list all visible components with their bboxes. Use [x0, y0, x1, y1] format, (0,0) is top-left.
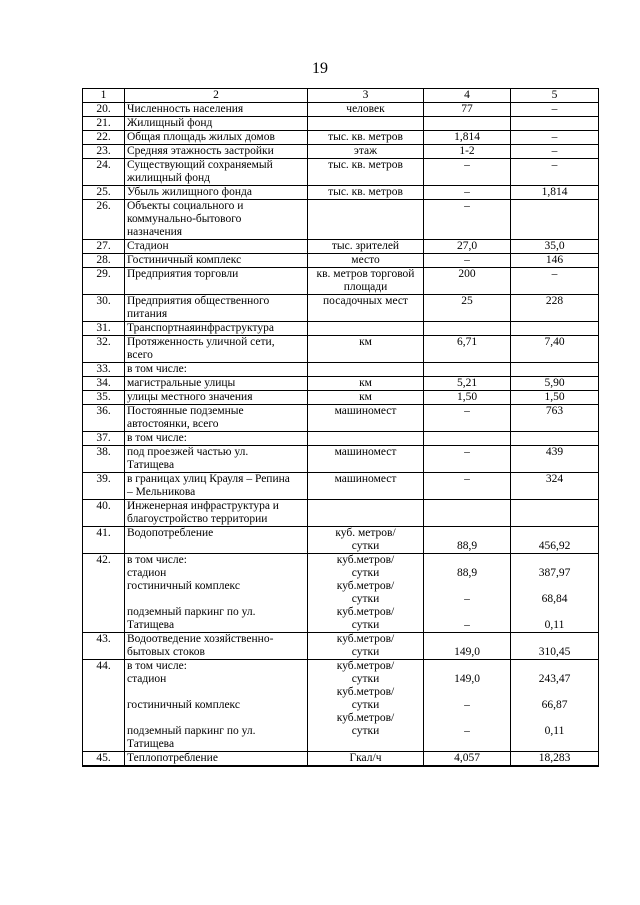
table-row — [83, 322, 599, 336]
row-value-planned — [511, 391, 599, 405]
row-value-planned-text: 18,283 — [538, 752, 571, 764]
row-value-planned-text: – — [551, 103, 558, 115]
row-name — [125, 633, 308, 660]
row-unit — [308, 159, 424, 186]
row-unit — [308, 473, 424, 500]
row-value-existing — [424, 159, 511, 186]
row-number-text: 43. — [96, 633, 111, 645]
table-row — [83, 131, 599, 145]
row-value-existing — [424, 117, 511, 131]
row-number-text: 38. — [96, 446, 111, 458]
row-number-text: 37. — [96, 432, 111, 444]
page-number: 19 — [312, 60, 328, 77]
table-row — [83, 117, 599, 131]
row-value-planned — [511, 500, 599, 527]
row-value-planned — [511, 363, 599, 377]
row-value-planned-text: – — [551, 159, 558, 171]
row-name-text: Общая площадь жилых домов — [127, 131, 275, 143]
row-number — [83, 240, 125, 254]
row-value-existing — [424, 145, 511, 159]
row-unit — [308, 240, 424, 254]
row-value-planned — [511, 554, 599, 633]
row-number — [83, 103, 125, 117]
row-number-text: 31. — [96, 322, 111, 334]
row-name-text: Водоотведение хозяйственно- бытовых стоков — [127, 633, 274, 658]
row-value-existing-text: – — [464, 159, 470, 171]
row-value-planned — [511, 377, 599, 391]
row-value-planned — [511, 159, 599, 186]
row-number-text: 36. — [96, 405, 111, 417]
row-name — [125, 363, 308, 377]
row-unit-text: куб.метров/ сутки куб.метров/ сутки куб.метров/ сутки — [336, 554, 395, 631]
row-name-text: Предприятия торговли — [127, 268, 239, 280]
row-value-planned-text: – — [551, 268, 558, 280]
table-row — [83, 432, 599, 446]
row-unit — [308, 527, 424, 554]
row-value-planned-text: 1,50 — [544, 391, 565, 403]
row-number — [83, 377, 125, 391]
row-name — [125, 131, 308, 145]
table-row — [83, 500, 599, 527]
row-name — [125, 200, 308, 240]
row-name-text: в границах улиц Крауля – Репина – Мельникова — [127, 473, 290, 498]
row-value-planned — [511, 145, 599, 159]
row-value-planned-text: 228 — [545, 295, 564, 307]
row-unit-text: тыс. кв. метров — [328, 131, 403, 143]
row-name-text: Существующий сохраняемый жилищный фонд — [127, 159, 273, 184]
row-number-text: 39. — [96, 473, 111, 485]
row-number — [83, 405, 125, 432]
row-number-text: 35. — [96, 391, 111, 403]
row-value-existing — [424, 446, 511, 473]
table-row — [83, 268, 599, 295]
row-number — [83, 500, 125, 527]
row-name — [125, 473, 308, 500]
row-number-text: 23. — [96, 145, 111, 157]
row-unit-text: тыс. кв. метров — [328, 186, 403, 198]
row-name-text: в том числе: стадион гостиничный комплекс подземный паркинг по ул. Татищева — [127, 554, 256, 631]
row-name — [125, 500, 308, 527]
row-value-existing — [424, 103, 511, 117]
row-value-existing — [424, 186, 511, 200]
row-number — [83, 363, 125, 377]
row-value-planned — [511, 633, 599, 660]
row-value-existing — [424, 268, 511, 295]
row-unit-text: машиномест — [334, 446, 397, 458]
row-value-existing — [424, 391, 511, 405]
row-number — [83, 446, 125, 473]
row-value-existing — [424, 554, 511, 633]
header-cell-2: 2 — [125, 89, 308, 103]
row-value-existing-text: 27,0 — [456, 240, 478, 252]
row-value-existing-text: – — [464, 473, 470, 485]
row-value-existing-text: 1,814 — [454, 131, 480, 143]
row-unit-text: посадочных мест — [323, 295, 408, 307]
row-number-text: 20. — [96, 103, 111, 115]
row-unit — [308, 200, 424, 240]
row-name-text: Жилищный фонд — [127, 117, 213, 129]
row-name — [125, 103, 308, 117]
row-unit — [308, 633, 424, 660]
row-unit-text: куб.метров/ сутки куб.метров/ сутки куб.метров/ сутки — [336, 660, 395, 737]
row-value-existing-text: 88,9 — [456, 540, 478, 552]
table-row — [83, 377, 599, 391]
row-value-existing-text: – — [464, 254, 470, 266]
row-name — [125, 268, 308, 295]
row-value-existing — [424, 432, 511, 446]
row-value-planned — [511, 405, 599, 432]
row-value-existing-text: 1,50 — [456, 391, 478, 403]
row-number-text: 30. — [96, 295, 111, 307]
row-value-planned — [511, 446, 599, 473]
row-unit-text: Гкал/ч — [349, 752, 382, 764]
row-value-planned-text: 456,92 — [538, 540, 571, 552]
row-value-existing-text: 6,71 — [456, 336, 478, 348]
table-row — [83, 446, 599, 473]
row-value-existing-text: – — [464, 186, 470, 198]
table-row — [83, 554, 599, 633]
row-name — [125, 554, 308, 633]
header-cell-1: 1 — [83, 89, 125, 103]
row-value-planned-text: – — [551, 131, 558, 143]
data-table — [82, 88, 599, 767]
row-number-text: 34. — [96, 377, 111, 389]
row-name — [125, 336, 308, 363]
row-number — [83, 159, 125, 186]
row-unit-text: км — [359, 336, 372, 348]
table-row — [83, 254, 599, 268]
row-value-existing — [424, 254, 511, 268]
row-unit — [308, 446, 424, 473]
table-row — [83, 145, 599, 159]
row-name-text: Предприятия общественного питания — [127, 295, 270, 320]
table-row — [83, 336, 599, 363]
row-name — [125, 254, 308, 268]
header-cell-3: 3 — [308, 89, 424, 103]
row-unit — [308, 391, 424, 405]
row-name-text: Стадион — [127, 240, 169, 252]
row-number-text: 24. — [96, 159, 111, 171]
row-name — [125, 159, 308, 186]
row-unit — [308, 254, 424, 268]
row-value-planned-text: 1,814 — [541, 186, 568, 198]
row-value-existing-text: 25 — [461, 295, 473, 307]
row-number — [83, 633, 125, 660]
row-name — [125, 377, 308, 391]
row-unit — [308, 186, 424, 200]
row-value-existing — [424, 660, 511, 752]
row-name — [125, 117, 308, 131]
row-unit-text: кв. метров торговой площади — [316, 268, 415, 293]
table-body — [83, 89, 599, 767]
row-unit-text: км — [359, 391, 372, 403]
row-unit-text: машиномест — [334, 405, 397, 417]
row-name-text: Транспортнаяинфраструктура — [127, 322, 274, 334]
row-unit — [308, 336, 424, 363]
row-value-planned-text: 324 — [545, 473, 564, 485]
row-value-existing — [424, 336, 511, 363]
row-value-planned — [511, 473, 599, 500]
header-cell-5: 5 — [511, 89, 599, 103]
row-value-planned — [511, 527, 599, 554]
row-number — [83, 254, 125, 268]
row-value-existing — [424, 200, 511, 240]
row-unit — [308, 322, 424, 336]
row-value-existing-text: – — [464, 200, 470, 212]
row-value-existing-text: 200 — [458, 268, 476, 280]
row-value-existing — [424, 500, 511, 527]
table-row — [83, 633, 599, 660]
row-unit — [308, 500, 424, 527]
row-name — [125, 405, 308, 432]
table-row — [83, 103, 599, 117]
table-row — [83, 200, 599, 240]
row-unit — [308, 268, 424, 295]
row-name-text: Водопотребление — [127, 527, 214, 539]
row-unit-text: машиномест — [334, 473, 397, 485]
row-unit-text: км — [359, 377, 372, 389]
table-row — [83, 391, 599, 405]
row-value-planned-text: 5,90 — [544, 377, 565, 389]
row-value-planned-text: 35,0 — [544, 240, 565, 252]
row-value-existing — [424, 240, 511, 254]
table-row — [83, 752, 599, 767]
row-number — [83, 752, 125, 767]
row-unit — [308, 103, 424, 117]
row-value-planned-text: 7,40 — [544, 336, 565, 348]
row-number-text: 44. — [96, 660, 111, 672]
row-number — [83, 554, 125, 633]
row-number — [83, 295, 125, 322]
row-unit-text: куб. метров/ сутки — [335, 527, 396, 552]
row-number — [83, 473, 125, 500]
table-row — [83, 240, 599, 254]
row-number-text: 22. — [96, 131, 111, 143]
row-value-planned — [511, 268, 599, 295]
row-name — [125, 432, 308, 446]
row-number-text: 45. — [96, 752, 111, 764]
row-value-existing — [424, 322, 511, 336]
row-unit-text: тыс. кв. метров — [328, 159, 403, 171]
row-value-planned-text: 310,45 — [538, 646, 571, 658]
row-name-text: магистральные улицы — [127, 377, 236, 389]
row-name — [125, 322, 308, 336]
row-value-planned-text: 439 — [545, 446, 564, 458]
row-unit — [308, 295, 424, 322]
row-value-existing-text: 149,0 — [454, 646, 480, 658]
row-number — [83, 145, 125, 159]
row-value-planned — [511, 131, 599, 145]
row-name — [125, 660, 308, 752]
row-name-text: Объекты социального и коммунально-бытового назначения — [127, 200, 244, 238]
row-name-text: Протяженность уличной сети, всего — [127, 336, 275, 361]
row-name — [125, 186, 308, 200]
row-value-planned — [511, 432, 599, 446]
row-value-planned — [511, 254, 599, 268]
row-value-planned — [511, 322, 599, 336]
row-name — [125, 752, 308, 767]
row-number-text: 27. — [96, 240, 111, 252]
row-unit — [308, 117, 424, 131]
row-unit — [308, 554, 424, 633]
row-value-existing-text: 149,0 – – — [454, 673, 480, 737]
row-value-planned-text: 763 — [545, 405, 564, 417]
row-unit-text: куб.метров/ сутки — [336, 633, 395, 658]
row-value-planned-text: 387,97 68,84 0,11 — [538, 567, 571, 631]
row-number-text: 29. — [96, 268, 111, 280]
row-value-existing-text: 88,9 – – — [456, 567, 478, 631]
header-cell-4: 4 — [424, 89, 511, 103]
row-number-text: 28. — [96, 254, 111, 266]
row-number-text: 21. — [96, 117, 111, 129]
row-unit — [308, 405, 424, 432]
row-value-planned — [511, 660, 599, 752]
row-number — [83, 391, 125, 405]
row-value-planned — [511, 200, 599, 240]
table-row — [83, 660, 599, 752]
row-number — [83, 268, 125, 295]
row-value-existing — [424, 295, 511, 322]
row-number-text: 32. — [96, 336, 111, 348]
row-value-existing-text: – — [464, 446, 470, 458]
table-header-row — [83, 89, 599, 103]
row-number-text: 40. — [96, 500, 111, 512]
row-value-planned — [511, 117, 599, 131]
row-value-existing-text: 4,057 — [454, 752, 480, 764]
row-value-planned-text: 146 — [545, 254, 564, 266]
row-value-planned-text: – — [551, 145, 558, 157]
row-unit — [308, 145, 424, 159]
row-value-planned — [511, 103, 599, 117]
row-unit-text: место — [351, 254, 380, 266]
row-name-text: в том числе: стадион гостиничный комплекс подземный паркинг по ул. Татищева — [127, 660, 256, 750]
row-number-text: 25. — [96, 186, 111, 198]
row-value-existing — [424, 752, 511, 767]
row-value-planned — [511, 295, 599, 322]
row-name — [125, 295, 308, 322]
row-unit-text: тыс. зрителей — [331, 240, 400, 252]
row-name-text: под проезжей частью ул. Татищева — [127, 446, 249, 471]
row-number — [83, 117, 125, 131]
row-unit — [308, 131, 424, 145]
row-number — [83, 432, 125, 446]
row-value-existing — [424, 363, 511, 377]
table-row — [83, 527, 599, 554]
row-value-existing — [424, 633, 511, 660]
row-value-existing — [424, 377, 511, 391]
row-name-text: в том числе: — [127, 432, 187, 444]
table-row — [83, 295, 599, 322]
row-name — [125, 527, 308, 554]
row-unit — [308, 752, 424, 767]
row-name-text: в том числе: — [127, 363, 187, 375]
row-value-planned — [511, 752, 599, 767]
row-value-existing — [424, 131, 511, 145]
row-number — [83, 527, 125, 554]
row-name — [125, 240, 308, 254]
row-name-text: Теплопотребление — [127, 752, 218, 764]
row-number-text: 41. — [96, 527, 111, 539]
row-number — [83, 200, 125, 240]
table-row — [83, 473, 599, 500]
row-name — [125, 446, 308, 473]
table-row — [83, 186, 599, 200]
row-number — [83, 336, 125, 363]
row-name-text: Постоянные подземные автостоянки, всего — [127, 405, 244, 430]
row-number-text: 33. — [96, 363, 111, 375]
row-name-text: Убыль жилищного фонда — [127, 186, 252, 198]
row-name-text: улицы местного значения — [127, 391, 253, 403]
row-value-planned — [511, 336, 599, 363]
row-name-text: Инженерная инфраструктура и благоустройство территории — [127, 500, 279, 525]
row-unit — [308, 432, 424, 446]
row-name — [125, 391, 308, 405]
row-value-existing — [424, 473, 511, 500]
row-value-existing-text: 77 — [461, 103, 473, 115]
row-number — [83, 660, 125, 752]
row-value-existing — [424, 405, 511, 432]
row-number — [83, 322, 125, 336]
row-number — [83, 186, 125, 200]
row-name-text: Численность населения — [127, 103, 244, 115]
row-value-existing — [424, 527, 511, 554]
row-number-text: 26. — [96, 200, 111, 212]
row-value-planned — [511, 186, 599, 200]
row-unit — [308, 377, 424, 391]
row-value-planned — [511, 240, 599, 254]
row-name-text: Средняя этажность застройки — [127, 145, 274, 157]
row-unit-text: человек — [346, 103, 385, 115]
row-unit — [308, 363, 424, 377]
row-number — [83, 131, 125, 145]
row-name — [125, 145, 308, 159]
row-name-text: Гостиничный комплекс — [127, 254, 242, 266]
row-value-existing-text: 5,21 — [456, 377, 478, 389]
row-value-existing-text: – — [464, 405, 470, 417]
table-row — [83, 363, 599, 377]
table-row — [83, 159, 599, 186]
row-unit — [308, 660, 424, 752]
row-value-planned-text: 243,47 66,87 0,11 — [538, 673, 571, 737]
table-row — [83, 405, 599, 432]
row-value-existing-text: 1-2 — [459, 145, 475, 157]
row-number-text: 42. — [96, 554, 111, 566]
row-unit-text: этаж — [353, 145, 378, 157]
